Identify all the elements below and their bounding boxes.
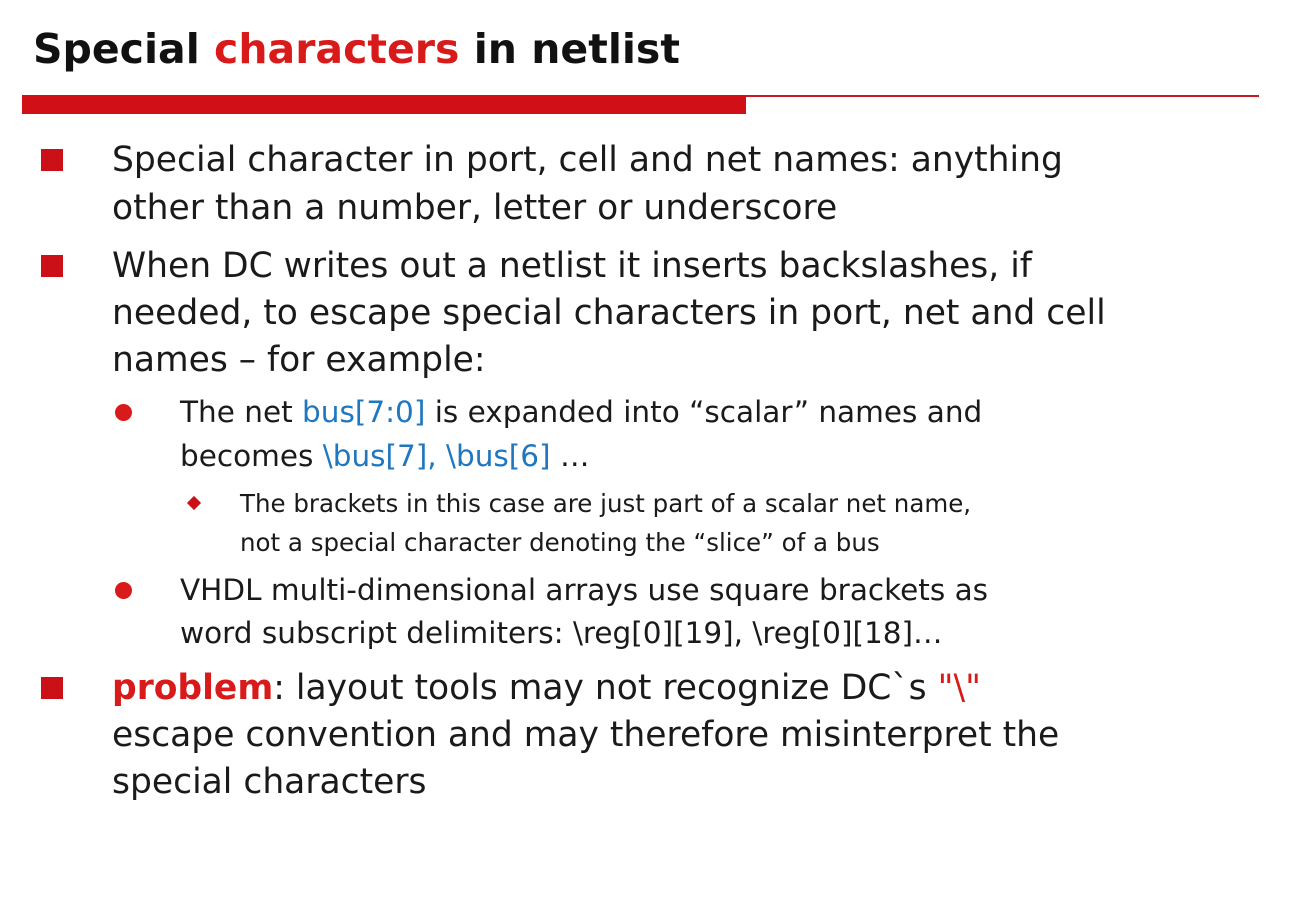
title-underline-thin [746, 95, 1259, 97]
text-run: … [550, 439, 590, 473]
text-run: becomes [180, 439, 323, 473]
bullet-1-line-1: Special character in port, cell and net names: anything [112, 140, 1063, 180]
round-bullet-icon [115, 404, 132, 421]
sub-sub-bullet-line-1: The brackets in this case are just part of a scalar net name, [240, 489, 972, 518]
code-backslash: "\" [937, 668, 981, 708]
title-part-1: Special [33, 25, 215, 73]
square-bullet-icon [41, 677, 63, 699]
square-bullet-icon [41, 149, 63, 171]
text-run: The net [180, 395, 303, 429]
problem-keyword: problem [112, 668, 274, 708]
title-underline-thick [22, 95, 746, 114]
title-part-2: in netlist [459, 25, 680, 73]
sub-bullet-2-line-1: VHDL multi-dimensional arrays use square brackets as [180, 573, 989, 607]
sub-bullet-1-line-2 [180, 435, 589, 478]
bullet-2-line-1: When DC writes out a netlist it inserts backslashes, if [112, 246, 1032, 286]
code-escaped-bus-names: \bus[7], \bus[6] [322, 439, 551, 473]
text-run: is expanded into “scalar” names and [425, 395, 983, 429]
bullet-3-line-1 [112, 664, 981, 712]
sub-sub-bullet-line-2: not a special character denoting the “slice” of a bus [240, 528, 880, 557]
code-bus-range: bus[7:0] [302, 395, 426, 429]
bullet-1-line-2: other than a number, letter or underscore [112, 188, 838, 228]
bullet-3-line-3: special characters [112, 762, 427, 802]
round-bullet-icon [115, 582, 132, 599]
sub-bullet-2-line-2: word subscript delimiters: \reg[0][19], \reg[0][18]… [180, 616, 943, 650]
diamond-bullet-icon [187, 496, 201, 510]
title-highlight: characters [214, 25, 460, 73]
bullet-3-line-2: escape convention and may therefore misinterpret the [112, 715, 1060, 755]
sub-bullet-1-line-1 [180, 391, 982, 434]
slide-title [33, 22, 680, 76]
text-run: : layout tools may not recognize DC`s [273, 668, 938, 708]
square-bullet-icon [41, 255, 63, 277]
bullet-2-line-2: needed, to escape special characters in port, net and cell [112, 293, 1106, 333]
bullet-2-line-3: names – for example: [112, 340, 486, 380]
